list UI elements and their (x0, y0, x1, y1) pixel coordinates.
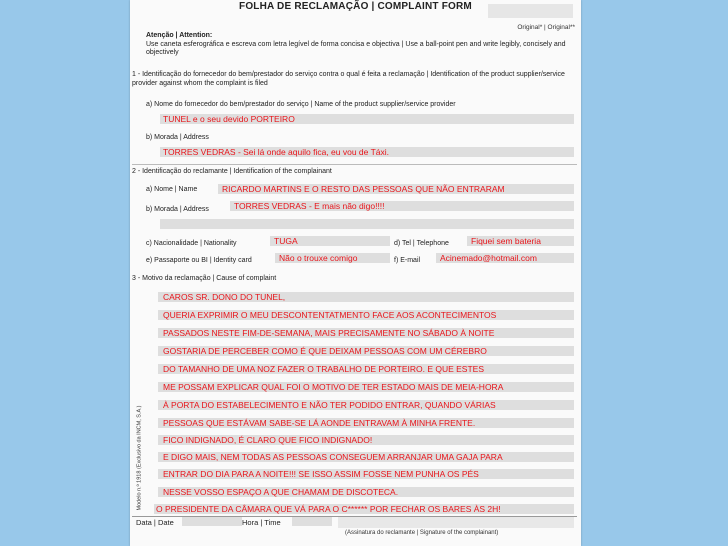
complainant-name-value: RICARDO MARTINS E O RESTO DAS PESSOAS QUE NÃO ENTRARAM (222, 184, 505, 194)
complaint-line-text: CAROS SR. DONO DO TUNEL, (163, 292, 286, 302)
date-field[interactable] (182, 517, 242, 526)
complaint-line-text: DO TAMANHO DE UMA NOZ FAZER O TRABALHO DE PORTEIRO. E QUE ESTES (163, 364, 485, 374)
identity-card-value: Não o trouxe comigo (279, 253, 358, 263)
complainant-address-value: TORRES VEDRAS - E mais não digo!!!! (234, 201, 385, 211)
section-3-heading: 3 - Motivo da reclamação | Cause of complaint (132, 275, 277, 282)
form-title: FOLHA DE RECLAMAÇÃO | COMPLAINT FORM (239, 1, 472, 12)
nationality-field[interactable] (270, 236, 390, 246)
complaint-line[interactable] (158, 469, 574, 479)
complaint-line[interactable] (158, 418, 574, 428)
supplier-name-label: a) Nome do fornecedor do bem/prestador do serviço | Name of the product supplier/service provider (146, 101, 456, 108)
email-label: f) E-mail (394, 257, 421, 264)
section-1-heading: 1 - Identificação do fornecedor do bem/prestador do serviço contra o qual é feita a reclamação | Identification of the product supplier/service provider against whom the complaint is filed (132, 71, 565, 87)
attention-block (146, 32, 576, 58)
email-field[interactable] (436, 253, 574, 263)
complainant-address-label: b) Morada | Address (146, 206, 209, 213)
complaint-line[interactable] (158, 435, 574, 445)
complaint-line-text: ME POSSAM EXPLICAR QUAL FOI O MOTIVO DE TER ESTADO MAIS DE MEIA-HORA (163, 382, 504, 392)
signature-field[interactable] (338, 517, 574, 528)
complaint-line[interactable] (154, 504, 574, 514)
time-field[interactable] (292, 517, 332, 526)
supplier-address-label: b) Morada | Address (146, 134, 209, 141)
telephone-field[interactable] (467, 236, 574, 246)
section-2-heading: 2 - Identificação do reclamante | Identification of the complainant (132, 168, 332, 175)
supplier-name-field[interactable] (160, 114, 574, 124)
original-label: Original* | Original** (517, 24, 575, 31)
complaint-line-text: GOSTARIA DE PERCEBER COMO É QUE DEIXAM PESSOAS COM UM CÉREBRO (163, 346, 487, 356)
complainant-name-label: a) Nome | Name (146, 186, 198, 193)
complaint-line[interactable] (158, 400, 574, 410)
telephone-label: d) Tel | Telephone (394, 240, 449, 247)
supplier-address-field[interactable] (160, 147, 574, 157)
complaint-line[interactable] (158, 310, 574, 320)
complaint-line[interactable] (158, 364, 574, 374)
date-label: Data | Date (136, 518, 174, 527)
complaint-line-text: E DIGO MAIS, NEM TODAS AS PESSOAS CONSEGUEM ARRANJAR UMA GAJA PARA (163, 452, 503, 462)
telephone-value: Fiquei sem bateria (471, 236, 541, 246)
signature-label: (Assinatura do reclamante | Signature of the complainant) (345, 530, 499, 536)
complaint-line-text: ENTRAR DO DIA PARA A NOITE!!! SE ISSO ASSIM FOSSE NEM PUNHA OS PÉS (163, 469, 479, 479)
identity-card-field[interactable] (275, 253, 390, 263)
complaint-line-text: QUERIA EXPRIMIR O MEU DESCONTENTATMENTO FACE AOS ACONTECIMENTOS (163, 310, 497, 320)
complaint-line-text: NESSE VOSSO ESPAÇO A QUE CHAMAM DE DISCOTECA. (163, 487, 399, 497)
complainant-address-field[interactable] (230, 201, 574, 211)
complaint-line-text: PASSADOS NESTE FIM-DE-SEMANA, MAIS PRECISAMENTE NO SÁBADO À NOITE (163, 328, 495, 338)
email-value: Acinemado@hotmail.com (440, 253, 537, 263)
complaint-line[interactable] (158, 292, 574, 302)
identity-card-label: e) Passaporte ou BI | Identity card (146, 257, 252, 264)
complaint-line-text: À PORTA DO ESTABELECIMENTO E NÃO TER PODIDO ENTRAR, QUANDO VÁRIAS (163, 400, 496, 410)
nationality-value: TUGA (274, 236, 298, 246)
attention-title: Atenção | Attention: (146, 32, 213, 39)
nationality-label: c) Nacionalidade | Nationality (146, 240, 237, 247)
form-model-side-text: Modelo n.º 1918 (Exclusivo da INCM, S.A.) (136, 405, 143, 511)
complainant-address-field-2[interactable] (160, 219, 574, 229)
complaint-line[interactable] (158, 487, 574, 497)
complainant-name-field[interactable] (218, 184, 574, 194)
time-label: Hora | Time (242, 518, 281, 527)
complaint-form-sheet (130, 0, 581, 546)
complaint-line[interactable] (158, 328, 574, 338)
complaint-line-text: PESSOAS QUE ESTÁVAM SABE-SE LÁ AONDE ENTRAVAM À MINHA FRENTE. (163, 418, 476, 428)
attention-text: Use caneta esferográfica e escreva com letra legível de forma concisa e objectiva | Use a ball-point pen and write legibly, concisely and objectively (146, 40, 566, 56)
complaint-line[interactable] (158, 382, 574, 392)
supplier-address-value: TORRES VEDRAS - Sei lá onde aquilo fica, eu vou de Táxi. (163, 147, 389, 157)
divider (132, 164, 577, 165)
complaint-line[interactable] (158, 452, 574, 462)
supplier-name-value: TUNEL e o seu devido PORTEIRO (163, 114, 295, 124)
complaint-line[interactable] (158, 346, 574, 356)
complaint-line-text: O PRESIDENTE DA CÂMARA QUE VÁ PARA O C****** POR FECHAR OS BARES ÀS 2H! (156, 504, 501, 514)
complaint-line-text: FICO INDIGNADO, É CLARO QUE FICO INDIGNADO! (163, 435, 373, 445)
